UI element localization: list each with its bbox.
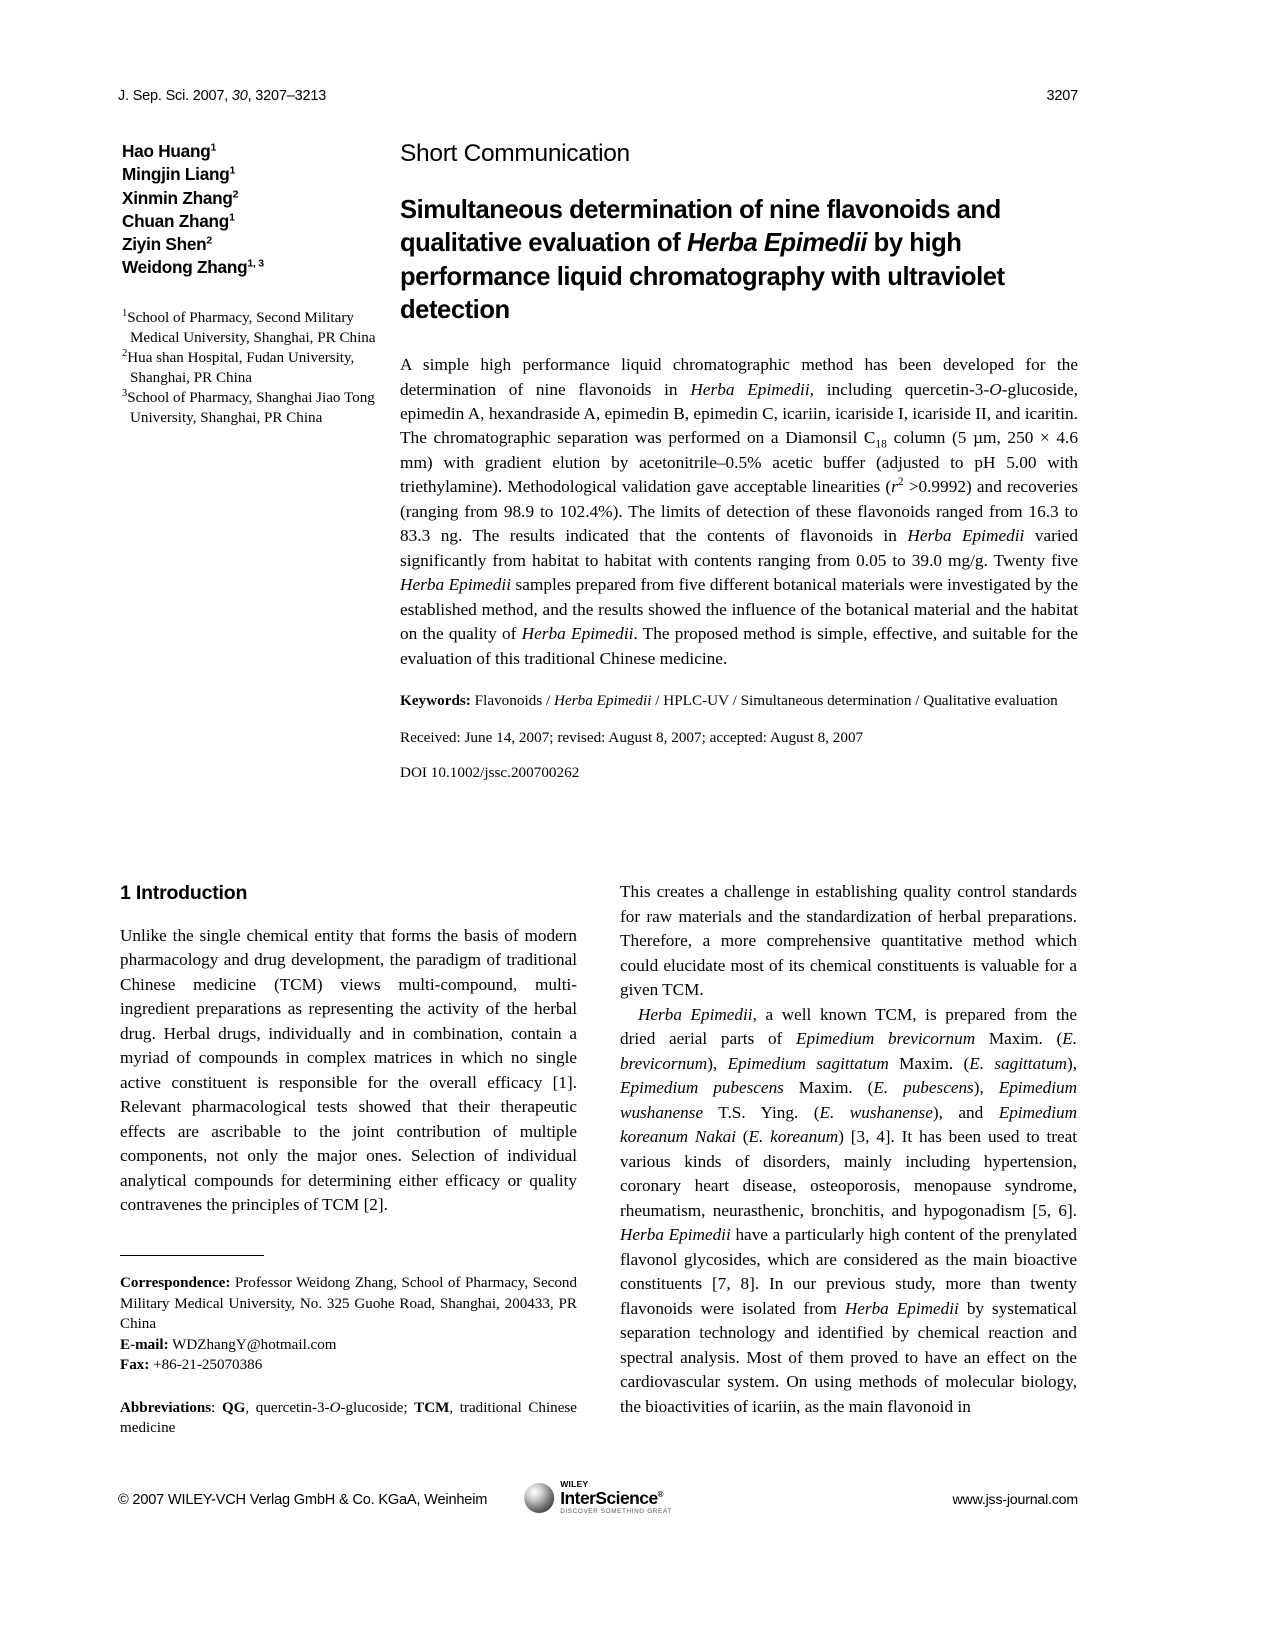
author-name [122,210,378,233]
text-run-6: TCM [414,1399,450,1416]
text-run-0: A simple high performance liquid chromatographic method has been developed for the determination of nine flavonoids in [400,355,1078,399]
affiliation-text: School of Pharmacy, Shanghai Jiao Tong University, Shanghai, PR China [127,390,375,427]
author-name-text: Mingjin Liang [122,164,230,185]
logo-tagline: DISCOVER SOMETHING GREAT [560,1508,672,1515]
text-run-22: Herba Epimedii [620,1225,731,1244]
affiliation-text: Hua shan Hospital, Fudan University, Shanghai, PR China [127,350,355,387]
text-run-21: ) [3, 4]. It has been used to treat various kinds of disorders, mainly including hypertension, coronary heart disease, osteoporosis, menopause syndrome, rheumatism, neurasthenic, bronchitis, and hypogonadism [5, 6]. [620,1127,1077,1220]
title-part-2: by high performance liquid chromatography with ultraviolet detection [400,229,1005,324]
article-head [400,140,1078,782]
author-list [122,140,378,280]
text-run-1: : [211,1399,222,1416]
text-run-3: , quercetin-3- [245,1399,330,1416]
footnote-block [120,1255,577,1439]
article-type-label: Short Communication [400,140,630,167]
text-run-3: O [989,379,1002,399]
abbreviations-text [120,1398,577,1439]
text-run-13: ), [973,1078,999,1097]
text-run-25: by systematical separation technology and identified by chemical reaction and spectral analysis. Most of them proved to have an effect on the cardiovascular system. On using methods of molecular biology, the bioactivities of icariin, as the main flavonoid in [620,1298,1077,1416]
author-name [122,187,378,210]
text-run-11: Maxim. ( [783,1078,874,1097]
text-run-0: Keywords: [400,692,471,710]
intro-paragraph-1: Unlike the single chemical entity that forms the basis of modern pharmacology and drug development, the paradigm of traditional Chinese medicine (TCM) views multi-compound, multi-ingredient preparations as representing the activity of the herbal drug. Herbal drugs, individually and in combination, contain a myriad of compounds in complex matrices in which no single active constituent is responsible for the overall efficacy [1]. Relevant pharmacological tests showed that their therapeutic effects are ascribable to the joint contribution of multiple components, not only the major ones. Selection of individual analytical compounds for determining either efficacy or quality contravenes the principles of TCM [2]. [120,925,577,1215]
text-run-18: Epimedium koreanum Nakai [620,1102,1077,1146]
affiliation-item [122,308,378,348]
logo-wiley-wordmark: WILEY [560,1479,589,1489]
logo-text [560,1480,672,1515]
affiliation-marker: 3 [122,388,128,400]
author-name [122,256,378,279]
text-run-12: E. pubescens [873,1078,974,1097]
affiliation-item [122,388,378,428]
page-number: 3207 [1046,88,1078,104]
text-run-10: Herba Epimedii [907,526,1025,546]
text-run-12: Herba Epimedii [400,575,512,595]
text-run-0: Correspondence: [120,1275,231,1291]
fax-value: +86-21-25070386 [149,1357,263,1374]
keywords-line [400,691,1078,712]
author-affiliation-marker: 1 [229,211,235,224]
running-head [118,88,1078,104]
affiliation-marker: 2 [122,348,128,360]
journal-volume: 30 [231,88,248,104]
text-run-7: Maxim. ( [888,1053,970,1073]
text-run-17: ), and [932,1102,999,1122]
text-run-15: T.S. Ying. ( [703,1102,820,1122]
text-run-6: Epimedium sagittatum [727,1053,889,1073]
text-run-9: ), [1066,1053,1077,1073]
text-run-11: varied significantly from habitat to habitat with contents ranging from 0.05 to 39.0 mg/g. Twenty five [400,526,1078,570]
text-run-5: ), [707,1053,728,1073]
abstract-text [400,353,1078,671]
wiley-interscience-logo[interactable] [524,1480,672,1515]
text-run-20: E. koreanum [748,1127,839,1146]
text-run-1: Professor Weidong Zhang, School of Pharmacy, Second Military Medical University, No. 325 Guohe Road, Shanghai, 200433, PR China [120,1275,577,1333]
text-run-1: , a well known TCM, is prepared from the dried aerial parts of [620,1004,1077,1048]
text-run-10: Epimedium pubescens [620,1078,784,1097]
fax-line [120,1355,577,1376]
sphere-icon [524,1483,554,1513]
text-run-4: O [329,1399,341,1416]
author-name [122,233,378,256]
email-line [120,1335,577,1356]
author-affiliation-marker: 2 [232,187,239,200]
text-run-5: 18 [875,438,887,451]
page-footer [118,1480,1078,1540]
text-run-7: , traditional Chinese medicine [120,1399,577,1437]
section-heading-introduction: 1 Introduction [120,882,248,904]
text-run-1: Herba Epimedii [690,379,810,399]
body-column-left [120,880,577,1218]
correspondence-text [120,1273,577,1335]
fax-label: Fax: [120,1357,150,1374]
text-run-2: Epimedium brevicornum [795,1029,976,1048]
text-run-4: -glucoside, epimedin A, hexandraside A, epimedin B, epimedin C, icariin, icariside I, icariside II, and icaritin. The chromatographic separation was performed on a Diamonsil C [400,379,1078,448]
text-run-2: Herba Epimedii [554,692,652,710]
text-run-3: / HPLC-UV / Simultaneous determination / Qualitative evaluation [651,692,1058,710]
author-affiliation-marker: 2 [206,234,212,247]
email-value[interactable]: WDZhangY@hotmail.com [168,1336,337,1353]
email-label: E-mail: [120,1336,169,1353]
text-run-16: E. wushanense [819,1102,933,1122]
affiliation-marker: 1 [122,307,128,319]
text-run-24: Herba Epimedii [844,1298,959,1318]
author-name-text: Hao Huang [122,141,211,161]
text-run-19: ( [735,1127,749,1146]
title-italic-species: Herba Epimedii [686,229,867,258]
logo-interscience-text: InterScience [560,1487,658,1508]
intro-paragraph-3 [620,1003,1077,1420]
author-affiliation-marker: 1, 3 [247,257,264,270]
text-run-1: Flavonoids / [470,692,554,710]
text-run-5: -glucoside; [340,1399,415,1416]
affiliation-text: School of Pharmacy, Second Military Medical University, Shanghai, PR China [127,309,376,346]
doi-line: DOI 10.1002/jssc.200700262 [400,763,580,781]
text-run-8: E. sagittatum [969,1053,1067,1073]
author-name-text: Chuan Zhang [122,210,230,231]
footnote-rule [120,1255,264,1256]
affiliation-item [122,348,378,388]
text-run-0: Abbreviations [120,1399,212,1416]
text-run-0: Herba Epimedii [638,1004,753,1024]
intro-paragraph-2: This creates a challenge in establishing quality control standards for raw materials and the standardization of herbal preparations. Therefore, a more comprehensive quantitative method which could elucidate most of its chemical constituents is valuable for a given TCM. [620,882,1077,999]
logo-interscience-wordmark [560,1487,672,1508]
text-run-15: . The proposed method is simple, effective, and suitable for the evaluation of this traditional Chinese medicine. [400,624,1078,668]
author-affiliation-marker: 1 [210,141,217,154]
text-run-3: Maxim. ( [975,1029,1063,1048]
journal-citation [118,88,326,104]
affiliation-list [122,308,378,429]
author-name [122,163,378,186]
journal-website-url[interactable]: www.jss-journal.com [952,1492,1078,1508]
text-run-2: , including quercetin-3- [809,379,990,399]
author-name [122,140,378,163]
text-run-8: 2 [897,476,904,489]
text-run-13: samples prepared from five different botanical materials were investigated by the established method, and the results showed the influence of the botanical material and the habitat on the quality of [400,575,1078,644]
registered-trademark-icon: ® [657,1489,664,1499]
title-part-1: Simultaneous determination of nine flavonoids and qualitative evaluation of [400,196,1001,258]
author-name-text: Weidong Zhang [122,257,248,278]
author-name-text: Ziyin Shen [122,234,207,255]
text-run-4: E. brevicornum [620,1029,1078,1073]
copyright-notice: © 2007 WILEY-VCH Verlag GmbH & Co. KGaA, Weinheim [118,1492,488,1508]
text-run-9: >0.9992) and recoveries (ranging from 98.9 to 102.4%). The limits of detection of these flavonoids ranged from 16.3 to 83.3 ng. The results indicated that the contents of flavonoids in [400,477,1078,546]
author-rail [122,140,378,429]
text-run-2: QG [221,1399,246,1416]
journal-pages: , 3207–3213 [247,88,327,104]
author-name-text: Xinmin Zhang [122,187,233,208]
text-run-7: r [891,477,898,497]
author-affiliation-marker: 1 [229,164,236,177]
journal-citation-prefix: J. Sep. Sci. 2007, [118,88,232,104]
text-run-14: Epimedium wushanense [620,1078,1077,1122]
text-run-6: column (5 µm, 250 × 4.6 mm) with gradient elution by acetonitrile–0.5% acetic buffer (adjusted to pH 5.00 with triethylamine). Methodological validation gave acceptable linearities ( [400,428,1078,497]
text-run-23: have a particularly high content of the prenylated flavonol glycosides, which are considered as the main bioactive constituents [7, 8]. In our previous study, more than twenty flavonoids were isolated from [620,1225,1077,1318]
body-column-right [620,880,1077,1419]
received-revised-accepted-dates: Received: June 14, 2007; revised: August 8, 2007; accepted: August 8, 2007 [400,728,864,746]
text-run-14: Herba Epimedii [521,624,634,644]
article-title [400,194,1078,327]
